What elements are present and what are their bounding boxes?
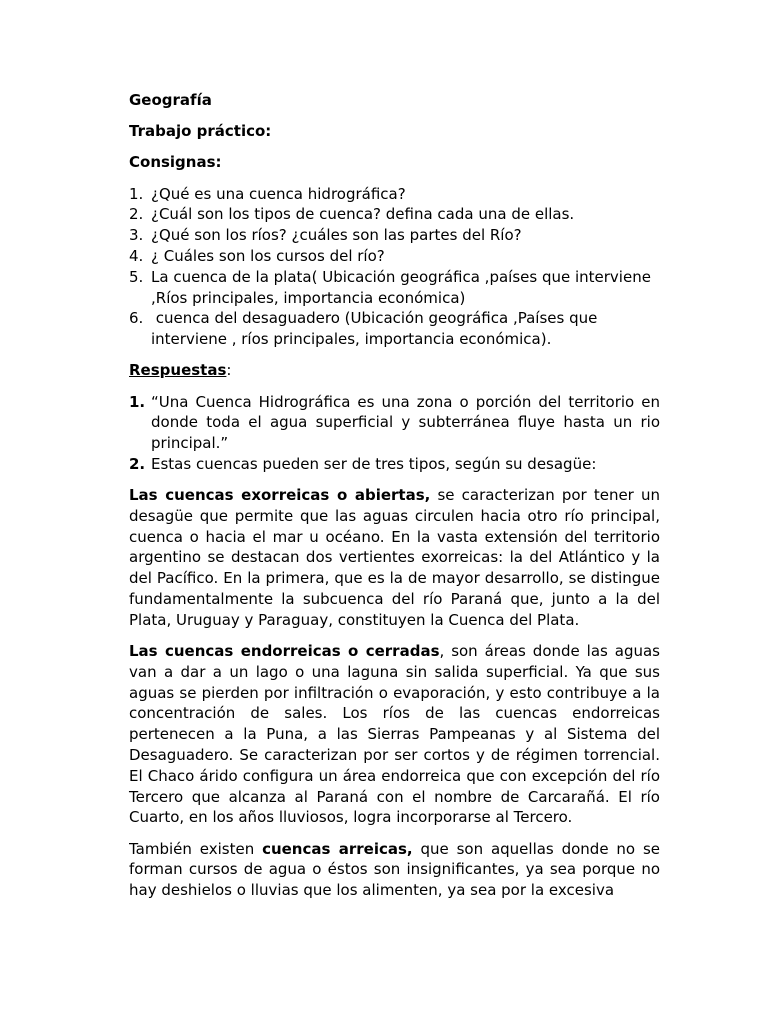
list-item (129, 308, 660, 350)
item-number: 4. (129, 246, 144, 265)
question-text: ¿Cuál son los tipos de cuenca? defina cada una de ellas. (151, 205, 575, 224)
paragraph-endorreicas (129, 641, 660, 828)
subject-title: Geografía (129, 91, 212, 109)
questions-list (129, 184, 660, 350)
paragraph-lead: También existen (129, 839, 263, 858)
paragraph-arreicas (129, 839, 660, 901)
document-body (129, 90, 660, 911)
paragraph-text: , son áreas donde las aguas van a dar a un lago o una laguna sin salida superficial. Ya que sus aguas se pierden por infiltración o evaporación, y esto contribuye a la concentración de sales. Los ríos de las cuencas endorreicas pertenecen a la Puna, a las Sierras Pampeanas y al Sistema del Desaguadero. Se caracterizan por ser cortos y de régimen torrencial. El Chaco árido configura un área endorreica que con excepción del río Tercero que alcanza al Paraná con el nombre de Carcarañá. El río Cuarto, en los años lluviosos, logra incorporarse al Tercero. (129, 642, 660, 827)
work-type-title: Trabajo práctico: (129, 122, 272, 141)
term-endorreicas: Las cuencas endorreicas o cerradas (129, 642, 440, 661)
instructions-heading: Consignas: (129, 153, 222, 172)
item-number: 6. (129, 309, 144, 328)
term-arreicas: cuencas arreicas, (262, 839, 413, 858)
answers-heading (129, 360, 660, 381)
answers-list (129, 392, 660, 475)
answer-text: “Una Cuenca Hidrográfica es una zona o porción del territorio en donde toda el agua superficial y subterránea fluye hasta un rio principal.” (151, 392, 660, 453)
item-number: 2. (129, 454, 146, 473)
question-text: ¿ Cuáles son los cursos del río? (151, 246, 385, 265)
item-number: 1. (129, 184, 144, 203)
paragraph-text: se caracterizan por tener un desagüe que permite que las aguas circulen hacia otro río principal, cuenca o hacia el mar u océano. En la vasta extensión del territorio argentino se destacan dos vertientes exorreicas: la del Atlántico y la del Pacífico. En la primera, que es la de mayor desarrollo, se distingue fundamentalmente la subcuenca del río Paraná que, junto a la del Plata, Uruguay y Paraguay, constituyen la Cuenca del Plata. (129, 486, 660, 629)
item-number: 3. (129, 226, 144, 245)
paragraph-exorreicas (129, 485, 660, 631)
answers-heading-label: Respuestas (129, 361, 227, 380)
item-number: 1. (129, 392, 146, 411)
question-text: ¿Qué es una cuenca hidrográfica? (151, 184, 406, 203)
list-item (129, 454, 660, 475)
answer-text: Estas cuencas pueden ser de tres tipos, según su desagüe: (151, 454, 597, 473)
list-item (129, 392, 660, 454)
list-item (129, 204, 660, 225)
list-item (129, 267, 660, 309)
item-number: 5. (129, 267, 144, 286)
term-exorreicas: Las cuencas exorreicas o abiertas, (129, 486, 431, 505)
item-number: 2. (129, 205, 144, 224)
answers-heading-colon: : (226, 361, 232, 380)
question-text: cuenca del desaguadero (Ubicación geográfica ,Países que interviene , ríos principales, importancia económica). (151, 309, 603, 349)
question-text: ¿Qué son los ríos? ¿cuáles son las partes del Río? (151, 226, 522, 245)
paragraph-text: que son aquellas donde no se forman cursos de agua o éstos son insignificantes, ya sea porque no hay deshielos o lluvias que los alimenten, ya sea por la excesiva (129, 839, 660, 900)
list-item (129, 246, 660, 267)
list-item (129, 225, 660, 246)
question-text: La cuenca de la plata( Ubicación geográfica ,países que interviene ,Ríos principales, importancia económica) (151, 267, 651, 307)
list-item (129, 184, 660, 205)
